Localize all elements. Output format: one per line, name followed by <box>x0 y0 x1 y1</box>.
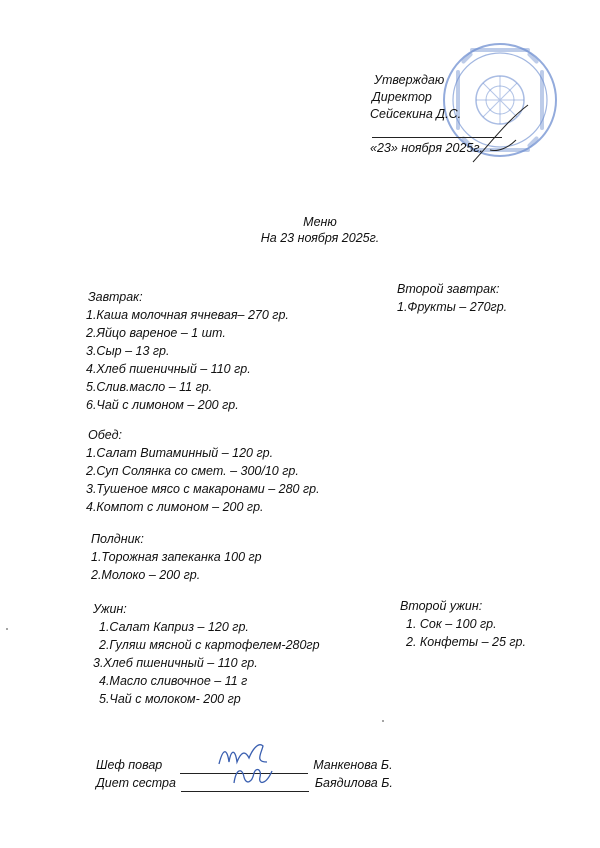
second-breakfast-section <box>397 280 507 316</box>
approval-signature-line <box>372 123 502 138</box>
menu-title: Меню <box>303 215 337 229</box>
second-dinner-item: 2. Конфеты – 25 гр. <box>406 635 526 649</box>
breakfast-item: 3.Сыр – 13 гр. <box>86 344 170 358</box>
scan-speck <box>6 628 8 630</box>
menu-date: На 23 ноября 2025г. <box>260 231 380 245</box>
breakfast-item: 6.Чай с лимоном – 200 гр. <box>86 398 239 412</box>
dinner-item: 5.Чай с молоком- 200 гр <box>99 692 241 706</box>
second-dinner-heading: Второй ужин: <box>400 599 483 613</box>
breakfast-item: 2.Яйцо вареное – 1 шт. <box>86 326 226 340</box>
dinner-item: 1.Салат Каприз – 120 гр. <box>99 620 249 634</box>
lunch-item: 2.Суп Солянка со смет. – 300/10 гр. <box>86 464 299 478</box>
dinner-item: 4.Масло сливочное – 11 г <box>99 674 248 688</box>
lunch-item: 1.Салат Витаминный – 120 гр. <box>86 446 274 460</box>
second-dinner-item: 1. Сок – 100 гр. <box>406 617 497 631</box>
second-dinner-section <box>400 597 526 651</box>
breakfast-item: 1.Каша молочная ячневая– 270 гр. <box>86 308 289 322</box>
lunch-section <box>88 426 320 516</box>
snack-heading: Полдник: <box>91 532 144 546</box>
breakfast-item: 4.Хлеб пшеничный – 110 гр. <box>86 362 251 376</box>
dinner-item: 2.Гуляш мясной с картофелем-280гр <box>99 638 320 652</box>
lunch-item: 3.Тушеное мясо с макаронами – 280 гр. <box>86 482 320 496</box>
dinner-heading: Ужин: <box>93 602 127 616</box>
lunch-item: 4.Компот с лимоном – 200 гр. <box>86 500 264 514</box>
second-breakfast-item: 1.Фрукты – 270гр. <box>397 300 508 314</box>
breakfast-heading: Завтрак: <box>88 290 143 304</box>
diet-nurse-name: Баядилова Б. <box>314 776 393 790</box>
dinner-item: 3.Хлеб пшеничный – 110 гр. <box>93 656 258 670</box>
snack-item: 2.Молоко – 200 гр. <box>91 568 201 582</box>
breakfast-item: 5.Слив.масло – 11 гр. <box>86 380 213 394</box>
menu-title-block <box>0 214 600 246</box>
approval-date: «23» ноября 2025г. <box>370 141 483 155</box>
diet-nurse-handwritten-signature <box>228 763 278 789</box>
approval-position: Директор <box>372 90 432 104</box>
diet-nurse-signature-line <box>181 791 309 792</box>
approval-director-name: Сейсекина Д.С. <box>370 107 462 121</box>
approval-block <box>370 72 502 157</box>
breakfast-section <box>88 288 289 414</box>
lunch-heading: Обед: <box>88 428 122 442</box>
scan-speck <box>382 720 384 722</box>
snack-item: 1.Торожная запеканка 100 гр <box>91 550 262 564</box>
chef-name: Манкенова Б. <box>313 758 393 772</box>
approval-title: Утверждаю <box>374 73 445 87</box>
diet-nurse-role: Диет сестра <box>96 776 176 790</box>
second-breakfast-heading: Второй завтрак: <box>397 282 500 296</box>
dinner-section <box>93 600 320 708</box>
snack-section <box>91 530 262 584</box>
chef-role: Шеф повар <box>96 758 163 772</box>
